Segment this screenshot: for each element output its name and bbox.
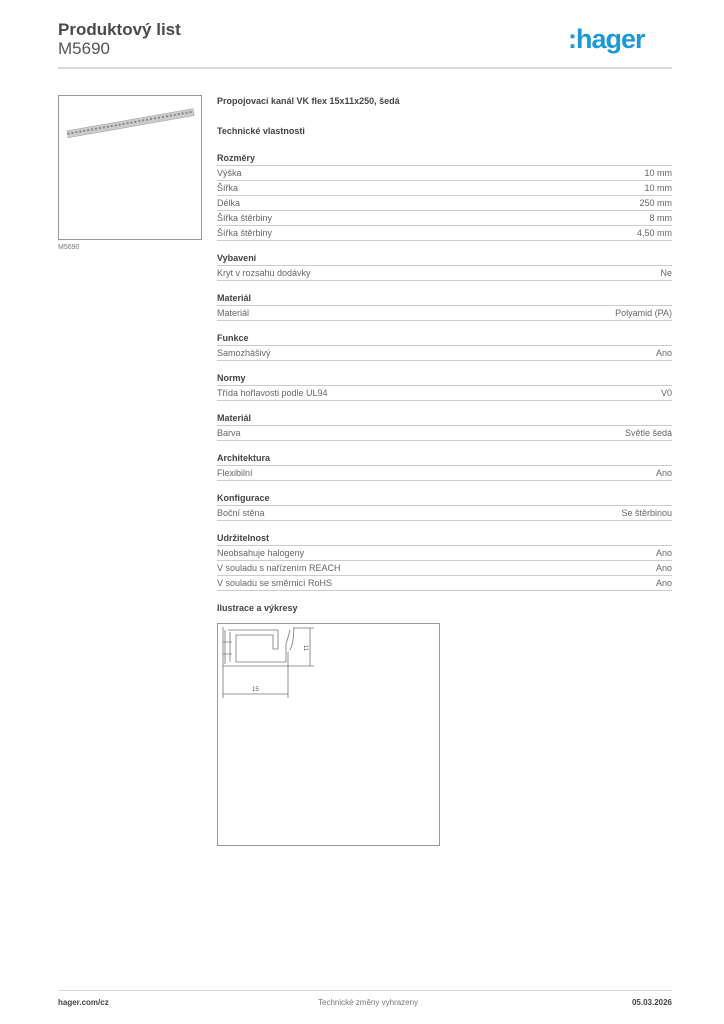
spec-value: Ne bbox=[660, 268, 672, 278]
spec-label: Šířka štěrbiny bbox=[217, 213, 273, 223]
height-dimension: 11 bbox=[302, 645, 308, 652]
spec-section bbox=[217, 411, 672, 441]
spec-row bbox=[217, 561, 672, 576]
spec-section bbox=[217, 451, 672, 481]
spec-value: Světle šedá bbox=[624, 428, 672, 438]
spec-section bbox=[217, 491, 672, 521]
spec-label: Třída hořlavosti podle UL94 bbox=[217, 388, 328, 398]
spec-value: V0 bbox=[660, 388, 672, 398]
spec-value: 4,50 mm bbox=[636, 228, 672, 238]
spec-section bbox=[217, 531, 672, 591]
spec-column bbox=[217, 96, 672, 619]
section-title: Konfigurace bbox=[217, 491, 672, 506]
footer-url[interactable]: hager.com/cz bbox=[58, 998, 109, 1007]
spec-label: Kryt v rozsahu dodávky bbox=[217, 268, 311, 278]
spec-label: Barva bbox=[217, 428, 241, 438]
spec-section bbox=[217, 331, 672, 361]
image-caption: M5690 bbox=[58, 244, 80, 251]
section-title: Materiál bbox=[217, 291, 672, 306]
spec-label: V souladu se směrnicí RoHS bbox=[217, 578, 333, 588]
spec-label: Šířka štěrbiny bbox=[217, 228, 273, 238]
spec-row bbox=[217, 466, 672, 481]
product-code: M5690 bbox=[58, 39, 110, 58]
spec-row bbox=[217, 576, 672, 591]
spec-row bbox=[217, 306, 672, 321]
spec-row bbox=[217, 226, 672, 241]
product-illustration bbox=[59, 96, 201, 239]
spec-row bbox=[217, 181, 672, 196]
tech-heading: Technické vlastnosti bbox=[217, 126, 305, 136]
spec-label: Délka bbox=[217, 198, 241, 208]
spec-value: Ano bbox=[655, 578, 672, 588]
width-dimension: 15 bbox=[252, 687, 259, 693]
spec-value: 250 mm bbox=[639, 198, 672, 208]
spec-row bbox=[217, 166, 672, 181]
spec-label: Výška bbox=[217, 168, 242, 178]
spec-value: 10 mm bbox=[644, 168, 672, 178]
spec-label: Samozhášivý bbox=[217, 348, 271, 358]
spec-value: 8 mm bbox=[649, 213, 672, 223]
hager-logo: :hager bbox=[568, 24, 645, 54]
spec-section bbox=[217, 151, 672, 241]
illustration-heading: Ilustrace a výkresy bbox=[217, 603, 298, 613]
footer-note: Technické změny vyhrazeny bbox=[318, 998, 419, 1007]
page-title: Produktový list bbox=[58, 20, 181, 39]
spec-section bbox=[217, 291, 672, 321]
spec-section bbox=[217, 251, 672, 281]
section-title: Vybavení bbox=[217, 251, 672, 266]
spec-value: 10 mm bbox=[644, 183, 672, 193]
footer-divider bbox=[58, 990, 672, 991]
footer-date: 05.03.2026 bbox=[631, 998, 672, 1007]
spec-value: Ano bbox=[655, 468, 672, 478]
spec-label: V souladu s nařízením REACH bbox=[217, 563, 341, 573]
spec-value: Ano bbox=[655, 563, 672, 573]
section-title: Materiál bbox=[217, 411, 672, 426]
spec-row bbox=[217, 266, 672, 281]
section-title: Rozměry bbox=[217, 151, 672, 166]
spec-label: Šířka bbox=[217, 183, 239, 193]
section-title: Udržitelnost bbox=[217, 531, 672, 546]
spec-row bbox=[217, 196, 672, 211]
spec-value: Se štěrbinou bbox=[621, 508, 672, 518]
section-title: Architektura bbox=[217, 451, 672, 466]
spec-value: Ano bbox=[655, 348, 672, 358]
spec-value: Polyamid (PA) bbox=[615, 308, 672, 318]
spec-row bbox=[217, 506, 672, 521]
spec-row bbox=[217, 346, 672, 361]
spec-label: Materiál bbox=[217, 308, 250, 318]
product-name: Propojovací kanál VK flex 15x11x250, šedá bbox=[217, 96, 400, 106]
spec-section bbox=[217, 371, 672, 401]
technical-drawing bbox=[217, 623, 440, 846]
spec-row bbox=[217, 546, 672, 561]
section-title: Normy bbox=[217, 371, 672, 386]
section-title: Funkce bbox=[217, 331, 672, 346]
spec-row bbox=[217, 426, 672, 441]
header-divider bbox=[58, 67, 672, 69]
product-image bbox=[58, 95, 202, 240]
spec-row bbox=[217, 386, 672, 401]
spec-value: Ano bbox=[655, 548, 672, 558]
spec-label: Neobsahuje halogeny bbox=[217, 548, 305, 558]
spec-row bbox=[217, 211, 672, 226]
spec-label: Boční stěna bbox=[217, 508, 265, 518]
spec-label: Flexibilní bbox=[217, 468, 253, 478]
